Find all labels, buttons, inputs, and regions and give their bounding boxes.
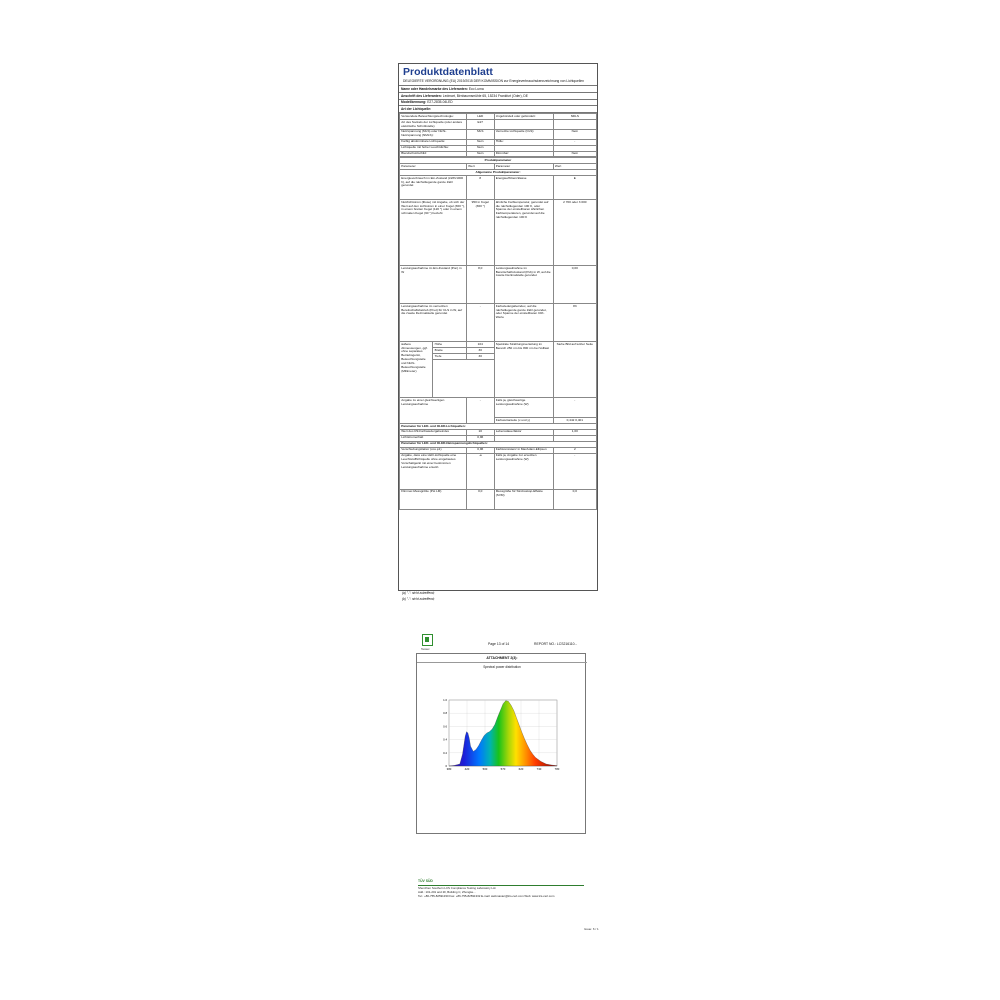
general-param-value-2: 0,00 — [553, 266, 596, 304]
type-param-value-2: - — [553, 139, 596, 145]
type-param-label: Farbig abstimmbare Lichtquelle: — [400, 139, 467, 145]
table-row — [400, 266, 597, 304]
mains-param-value-2: 2 — [553, 447, 596, 453]
type-param-value: Nein — [466, 145, 494, 151]
general-param-label-2: Energieeffizienzklasse — [494, 176, 553, 200]
type-param-label-2: Dimmbar: — [494, 151, 553, 157]
type-param-value: LED — [466, 114, 494, 120]
type-line: Art der Lichtquelle: — [399, 105, 597, 113]
mains-param-value: -a — [466, 453, 494, 489]
type-param-label: Verwendete Beleuchtungstechnologie: — [400, 114, 467, 120]
x-tick-label: 380 — [446, 767, 452, 771]
lab-logo-icon — [422, 634, 433, 646]
light-source-type-table — [399, 113, 597, 157]
general-param-label: Leistungsaufnahme im Ein-Zustand (Pon) in W — [400, 266, 467, 304]
general-param-label: Nutzlichtstrom (Φuse) mit Angabe, ob sich der Wert auf den Lichtstrom in einer Kugel (360 °), in einem breiten Kegel (120 °) oder in einem schmalen Kegel (90 °) bezieht — [400, 200, 467, 266]
model-line: Modellkennung: E27-2835-04LED — [399, 99, 597, 106]
report-number: REPORT NO.: LCS216110... — [534, 642, 578, 646]
spectral-value: Siehe Bild auf letzter Seite — [553, 342, 596, 398]
type-param-value-2: Nein — [553, 151, 596, 157]
mains-param-label-2: Messgröße für Stroboskop-Effekte (SVM) — [494, 489, 553, 509]
product-parameters-table — [399, 157, 597, 509]
mains-params-heading: Parameter für LED- und OLED-Netzspannungslichtquellen: — [400, 441, 597, 447]
chromaticity-value: 0,442 0,401 — [553, 418, 596, 424]
product-params-heading: Produktparameter — [400, 158, 597, 164]
equiv-power-if-yes-value: - — [553, 398, 596, 418]
footer-line-1: Shenzhen Southern LCS Compliance Testing Laboratory Ltd. — [418, 886, 497, 890]
attachment-title: ATTACHMENT 2(3): — [486, 656, 518, 660]
general-param-value: - — [466, 304, 494, 342]
col-value-header-2: Wert — [553, 164, 596, 170]
type-param-value-2: NDLS — [553, 114, 596, 120]
footer-org: TÜV SÜD — [418, 879, 433, 883]
x-tick-label: 620 — [518, 767, 524, 771]
type-param-label: Netzspannung (MLS) oder Nicht-Netzspannung (NMLS): — [400, 129, 467, 139]
led-param-value-2: 1,00 — [553, 429, 596, 435]
general-param-value-2: 83 — [553, 304, 596, 342]
dim-height-label: Höhe — [433, 342, 466, 348]
x-tick-label: 500 — [482, 767, 488, 771]
y-tick-label: 0.2 — [443, 750, 447, 755]
table-row — [400, 200, 597, 266]
general-param-value: 8,0 — [466, 266, 494, 304]
y-tick-label: 0.4 — [443, 737, 447, 742]
type-param-label-2: Hülle: — [494, 139, 553, 145]
dim-width-value: 30 — [466, 348, 494, 354]
footnote-a: (a) "-": nicht zutreffend; — [402, 591, 435, 595]
spectral-power-chart — [417, 692, 587, 802]
equiv-power-value: - — [466, 398, 494, 424]
spectrum-area — [449, 701, 557, 766]
sheet-title: Produktdatenblatt — [403, 66, 493, 78]
table-row — [400, 453, 597, 489]
mains-param-value-2: 0,0 — [553, 489, 596, 509]
type-param-label: Blendschutzschild: — [400, 151, 467, 157]
type-param-label-2 — [494, 120, 553, 130]
table-row — [400, 151, 597, 157]
type-param-value: Nein — [466, 139, 494, 145]
mains-param-label-2: Falls ja, Angabe zur ersetzten Leistungsaufnahme (W) — [494, 453, 553, 489]
led-param-value: 0,96 — [466, 435, 494, 441]
supplier-name-line: Name oder Handelsmarke des Lieferanten: Eco Luma — [399, 85, 597, 92]
footer-line-2: Add.: 101-201 and 2F, Building C, Zhongke... — [418, 890, 476, 894]
mains-param-value: 0,0 — [466, 489, 494, 509]
general-param-label-2: ähnliche Farbtemperatur, gerundet auf die nächstliegenden 100 K, oder Spanne der einstellbaren ähnlichen Farbtemperaturen, gerundet auf die nächstliegenden 100 K — [494, 200, 553, 266]
chart-title: Spectral power distribution — [483, 665, 521, 669]
type-param-label: Art des Sockels der Lichtquelle (oder andere elektrische Schnittstelle) — [400, 120, 467, 130]
chromaticity-label: Farbwertanteile (x und y) — [494, 418, 553, 424]
type-param-value: Nein — [466, 151, 494, 157]
type-param-value: MLS — [466, 129, 494, 139]
general-param-label: Energieverbrauch im Ein-Zustand (kWh/1000 h), auf die nächstliegende ganze Zahl gerundet — [400, 176, 467, 200]
dim-depth-label: Tiefe — [433, 354, 466, 360]
mains-param-label: Verschiebungsfaktor (cos φ1) — [400, 447, 467, 453]
dim-height-value: 104 — [466, 342, 494, 348]
general-param-value: 950 in Kugel (360 °) — [466, 200, 494, 266]
led-param-value: 10 — [466, 429, 494, 435]
x-tick-label: 420 — [464, 767, 470, 771]
general-param-value-2: 2 700 oder 3 000 — [553, 200, 596, 266]
test-report-page — [416, 634, 586, 834]
table-row — [400, 489, 597, 509]
led-params-heading: Parameter für LED- und OLED-Lichtquellen: — [400, 424, 597, 430]
footnote-b: (b) "-": nicht zutreffend; — [402, 597, 435, 601]
y-tick-label: 0.6 — [443, 724, 447, 729]
general-param-value-2: E — [553, 176, 596, 200]
general-param-label-2: Leistungsaufnahme im Bereitschaftszustand (Psb) in W, auf die zweite Dezimalstelle gerundet — [494, 266, 553, 304]
y-tick-label: 1.0 — [443, 698, 447, 702]
attachment-box — [416, 653, 586, 834]
mains-param-label: Flimmer-Messgröße (Pst LM) — [400, 489, 467, 509]
general-param-value: 8 — [466, 176, 494, 200]
type-param-label-2: Ungebündelt oder gebündelt: — [494, 114, 553, 120]
type-param-value-2: Nein — [553, 129, 596, 139]
y-tick-label: 0 — [445, 764, 447, 768]
table-row — [400, 176, 597, 200]
x-tick-label: 570 — [500, 767, 506, 771]
type-param-value-2 — [553, 120, 596, 130]
footer-line-3: Tel.: +86-755-82591330 Fax: +86-755-82591332 E-mail: webmaster@lcs-cert.com Web: www.lcs-cert.com — [418, 894, 555, 898]
table-row — [400, 304, 597, 342]
mains-param-value: 0,96 — [466, 447, 494, 453]
lab-logo-label: Testec — [421, 647, 430, 651]
dim-depth-value: 30 — [466, 354, 494, 360]
regulation-text: DELEGIERTE VERORDNUNG (EU) 2019/2015 DER KOMMISSION zur Energieverbrauchskennzeichnung von Lichtquellen — [403, 79, 584, 83]
col-value-header: Wert — [466, 164, 494, 170]
dimensions-label: äußere Abmessungen, ggf. ohne separates Betriebsgerät, Beleuchtungsteile und Nicht-Beleuchtungsteile (Millimeter) — [400, 342, 433, 398]
col-param-header: Parameter — [400, 164, 467, 170]
mains-param-label: Angabe, dass eine LED-Lichtquelle eine Leuchtstofflichtquelle ohne eingebautes Vorschaltgerät mit einer bestimmten Leistungsaufnahme ersetzt. — [400, 453, 467, 489]
equiv-power-label: Angabe zu einer gleichwertigen Leistungsaufnahme — [400, 398, 467, 424]
product-datasheet — [398, 63, 598, 591]
general-params-heading: Allgemeine Produktparameter: — [400, 170, 597, 176]
table-row — [400, 129, 597, 139]
col-param-header-2: Parameter — [494, 164, 553, 170]
led-param-label-2: Lebensdauerfaktor — [494, 429, 553, 435]
type-param-value: E27 — [466, 120, 494, 130]
y-tick-label: 0.8 — [443, 711, 447, 716]
issue-number: Issue: 6 / 1 — [584, 927, 599, 931]
x-tick-label: 780 — [554, 767, 560, 771]
x-tick-label: 730 — [536, 767, 542, 771]
page-number: Page 13 of 14 — [488, 642, 510, 646]
general-param-label-2: Farbwiedergabeindex, auf die nächstliegende ganze Zahl gerundet, oder Spanne der einstellbaren CRI-Werte — [494, 304, 553, 342]
general-param-label: Leistungsaufnahme im vernetzten Bereitschaftsbetrieb (Pnet) für CLS in W, auf die zweite Dezimalstelle gerundet — [400, 304, 467, 342]
table-row — [400, 120, 597, 130]
type-param-label: Lichtquelle mit hoher Leuchtdichte: — [400, 145, 467, 151]
mains-param-value-2: - — [553, 453, 596, 489]
supplier-address-line: Anschrift des Lieferanten: Ledmart, Birnbaumsmühle 65, 15234 Frankfurt (Oder), DE — [399, 92, 597, 99]
mains-param-label-2: Farbkonsistenz in MacAdam-Ellipsen — [494, 447, 553, 453]
dim-width-label: Breite — [433, 348, 466, 354]
equiv-power-if-yes-label: Falls ja, gleichwertige Leistungsaufnahme (W) — [494, 398, 553, 418]
led-param-label: Lichtstromerhalt — [400, 435, 467, 441]
led-param-label: Wert des R9-Farbwiedergabeindex — [400, 429, 467, 435]
type-param-label-2: Vernetzte Lichtquelle (CLS): — [494, 129, 553, 139]
spectral-label: Spektrale Strahlungsverteilung im Bereich 250 nm bis 800 nm bei Volllast — [494, 342, 553, 398]
